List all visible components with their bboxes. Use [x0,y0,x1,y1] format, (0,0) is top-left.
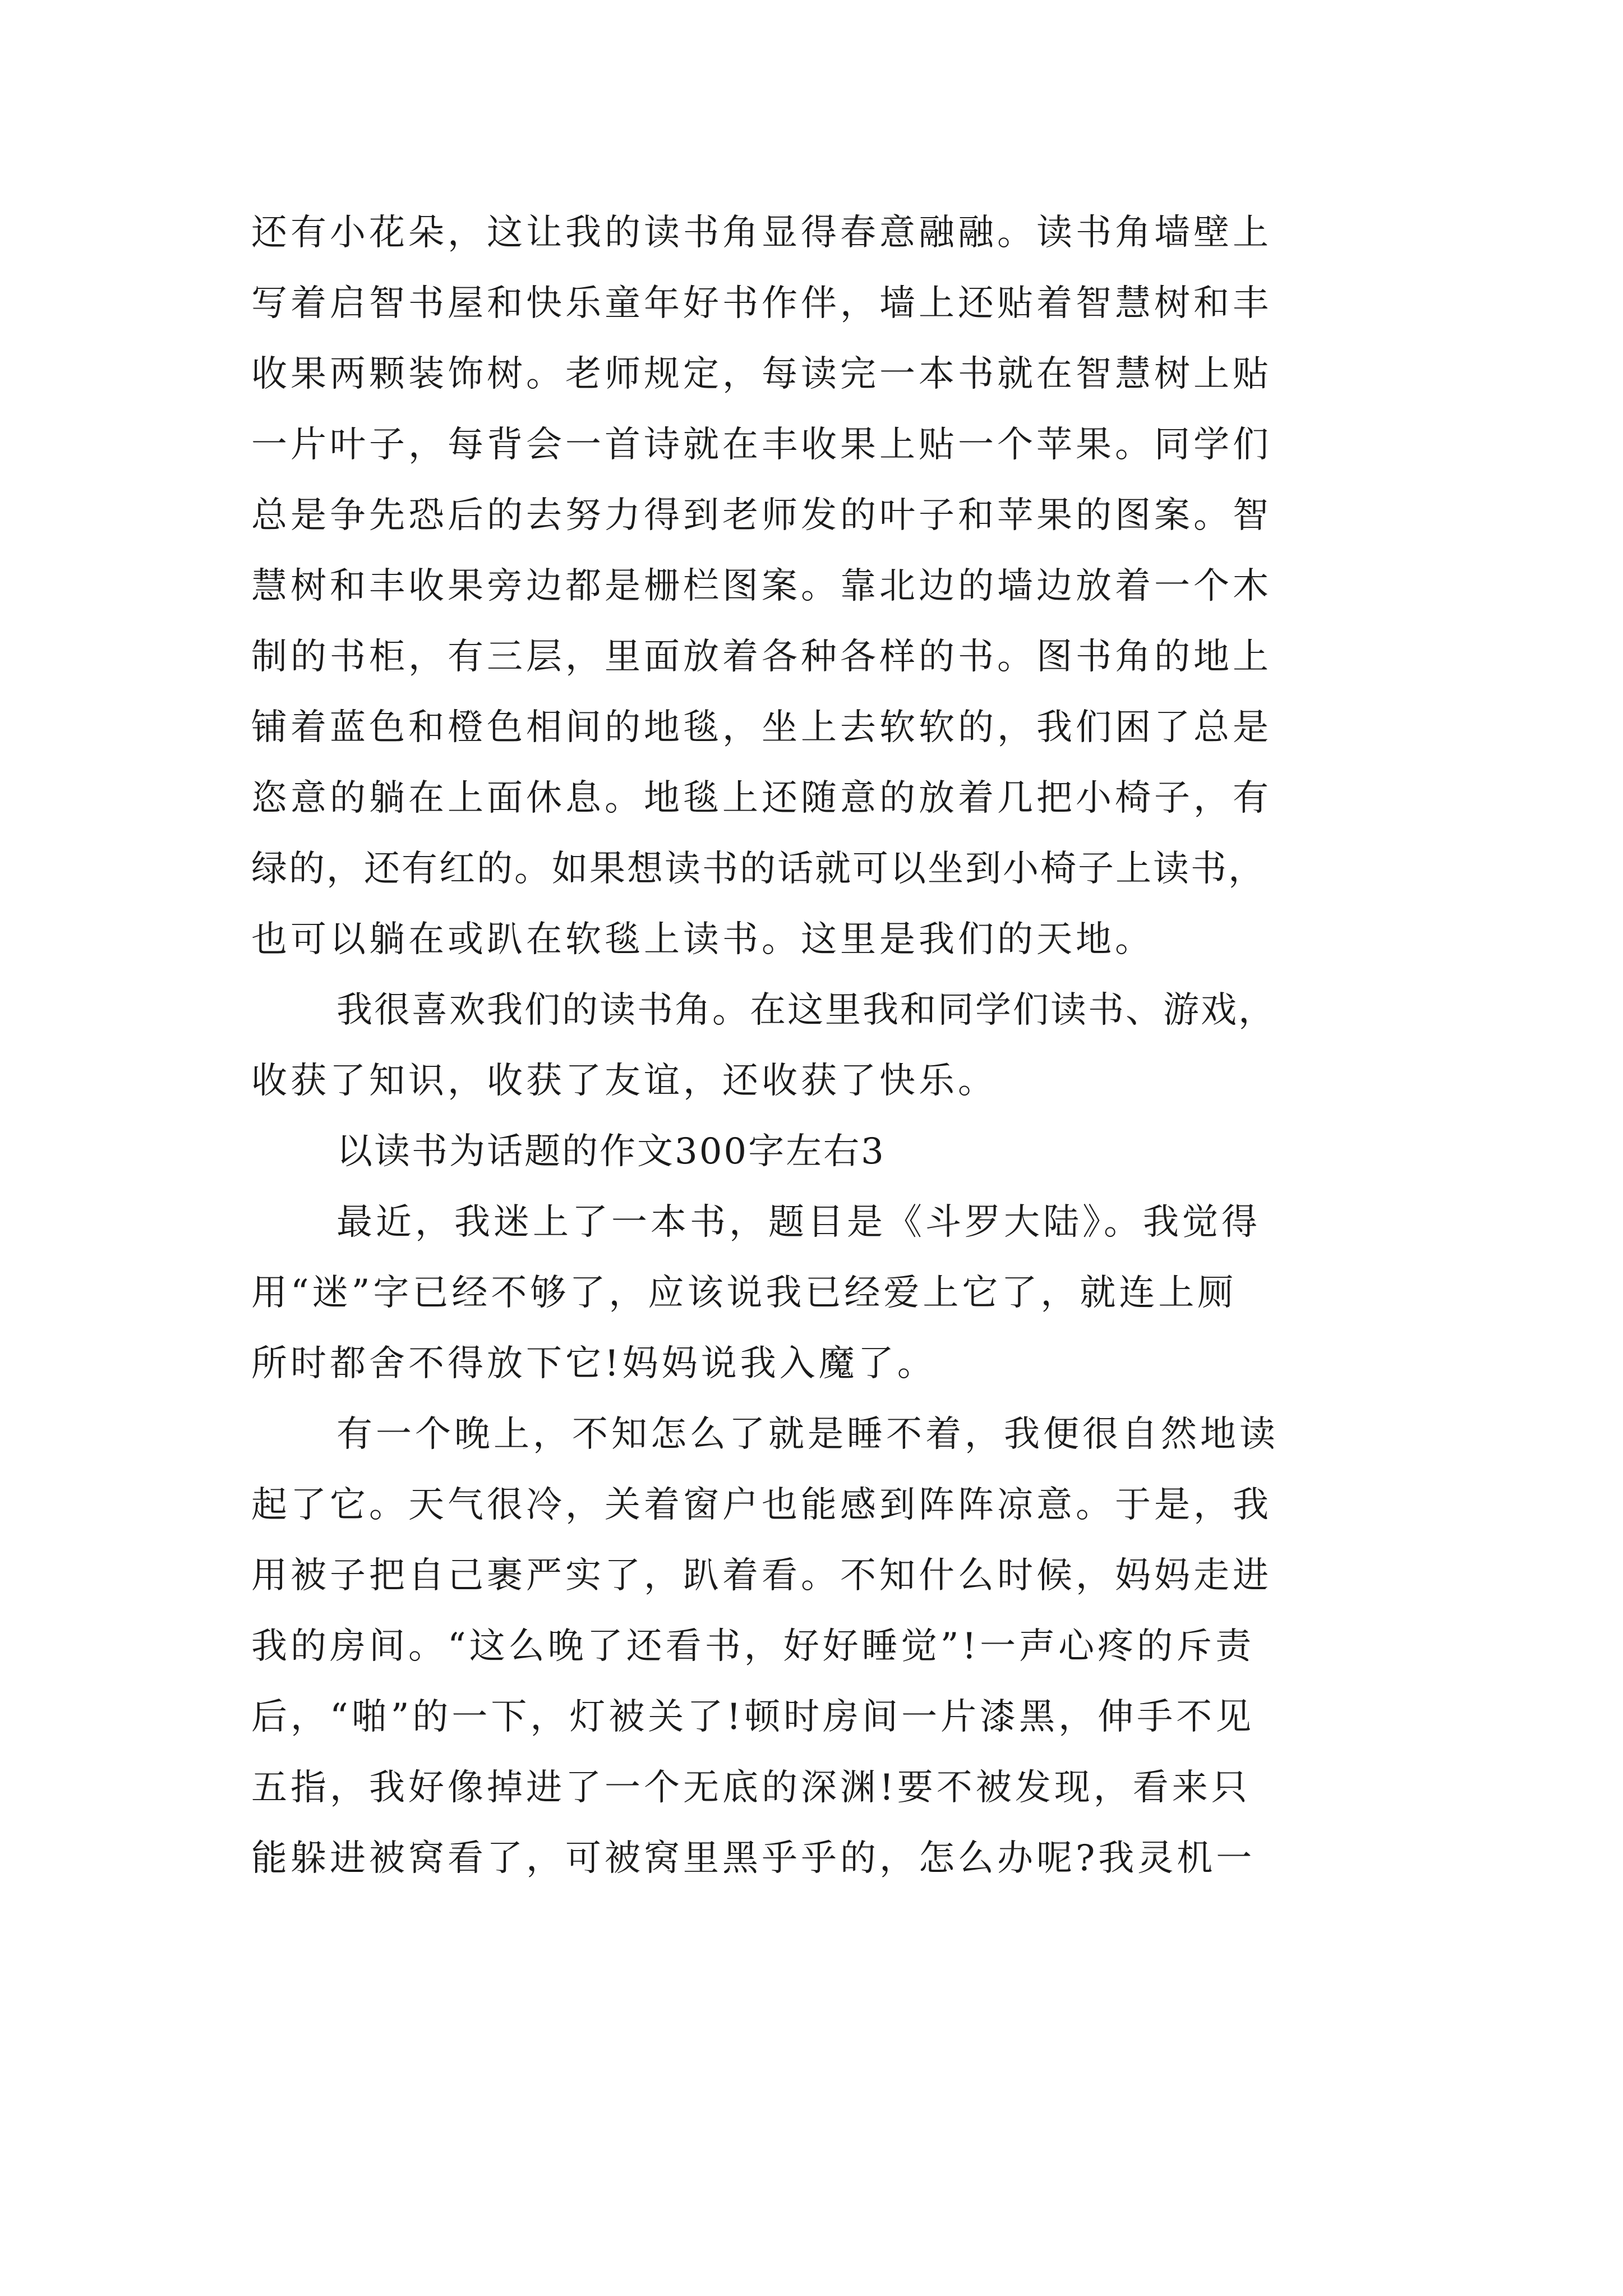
text-line-23: 五指，我好像掉进了一个无底的深渊!要不被发现，看来只 [251,1767,1251,1809]
text-line-8: 铺着蓝色和橙色相间的地毯，坐上去软软的，我们困了总是 [251,707,1272,748]
text-line-17: 所时都舍不得放下它!妈妈说我入魔了。 [251,1343,937,1384]
text-line-22: 后，“啪”的一下，灯被关了!顿时房间一片漆黑，伸手不见 [251,1696,1255,1738]
text-line-16: 用“迷”字已经不够了，应该说我已经爱上它了，就连上厕 [251,1272,1237,1314]
text-line-20: 用被子把自己裹严实了，趴着看。不知什么时候，妈妈走进 [251,1555,1272,1596]
text-line-9: 恣意的躺在上面休息。地毯上还随意的放着几把小椅子，有 [251,777,1272,819]
text-line-11: 也可以躺在或趴在软毯上读书。这里是我们的天地。 [251,919,1154,960]
text-line-19: 起了它。天气很冷，关着窗户也能感到阵阵凉意。于是，我 [251,1484,1272,1526]
text-line-21: 我的房间。“这么晚了还看书，好好睡觉”!一声心疼的斥责 [251,1626,1255,1667]
paragraph-start-line: 有一个晚上，不知怎么了就是睡不着，我便很自然地读 [336,1414,1279,1455]
paragraph-start-line: 我很喜欢我们的读书角。在这里我和同学们读书、游戏， [336,990,1276,1031]
text-line-24: 能躲进被窝看了，可被窝里黑乎乎的，怎么办呢?我灵机一 [251,1838,1256,1879]
text-line-3: 收果两颗装饰树。老师规定，每读完一本书就在智慧树上贴 [251,353,1272,395]
text-line-4: 一片叶子，每背会一首诗就在丰收果上贴一个苹果。同学们 [251,424,1272,466]
text-line-7: 制的书柜，有三层，里面放着各种各样的书。图书角的地上 [251,636,1272,678]
text-line-2: 写着启智书屋和快乐童年好书作伴，墙上还贴着智慧树和丰 [251,283,1272,324]
text-line-10: 绿的，还有红的。如果想读书的话就可以坐到小椅子上读书， [251,848,1266,890]
section-heading: 以读书为话题的作文300字左右3 [336,1131,886,1172]
paragraph-start-line: 最近，我迷上了一本书，题目是《斗罗大陆》。我觉得 [336,1202,1261,1243]
text-line-1: 还有小花朵，这让我的读书角显得春意融融。读书角墙壁上 [251,212,1272,254]
document-body [251,197,1401,1894]
text-line-6: 慧树和丰收果旁边都是栅栏图案。靠北边的墙边放着一个木 [251,565,1272,607]
text-line-13: 收获了知识，收获了友谊，还收获了快乐。 [251,1060,997,1102]
text-line-5: 总是争先恐后的去努力得到老师发的叶子和苹果的图案。智 [251,495,1272,536]
